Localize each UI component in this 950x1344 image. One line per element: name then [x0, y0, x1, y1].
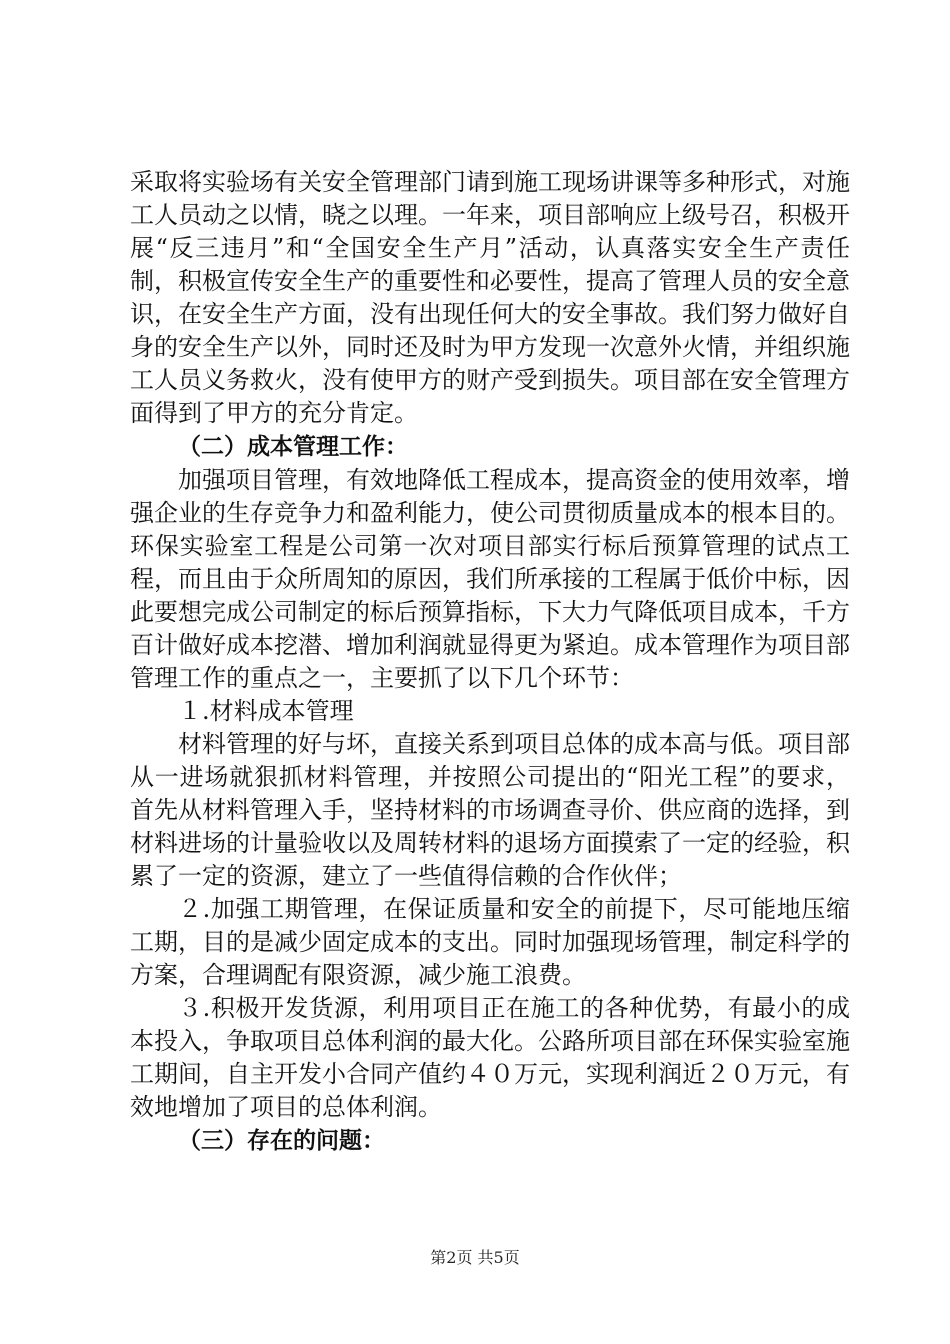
paragraph-cost-intro: 加强项目管理，有效地降低工程成本，提高资金的使用效率，增强企业的生存竞争力和盈利能力，使公司贯彻质量成本的根本目的。环保实验室工程是公司第一次对项目部实行标后预算管理的试点工程，而且由于众所周知的原因，我们所承接的工程属于低价中标，因此要想完成公司制定的标后预算指标，下大力气降低项目成本，千方百计做好成本挖潜、增加利润就显得更为紧迫。成本管理作为项目部管理工作的重点之一，主要抓了以下几个环节： — [130, 466, 850, 692]
heading-existing-problems: （三）存在的问题： — [178, 1128, 385, 1154]
paragraph-source-development: ３.积极开发货源，利用项目正在施工的各种优势，有最小的成本投入，争取项目总体利润的最大化。公路所项目部在环保实验室施工期间，自主开发小合同产值约４０万元，实现利润近２０万元，有效地增加了项目的总体利润。 — [130, 994, 850, 1121]
heading-cost-management: （二）成本管理工作： — [178, 434, 408, 460]
page-footer: 第2页 共5页 — [430, 1248, 520, 1267]
item-material-cost-title: １.材料成本管理 — [178, 697, 354, 725]
paragraph-safety-management: 采取将实验场有关安全管理部门请到施工现场讲课等多种形式，对施工人员动之以情，晓之以理。一年来，项目部响应上级号召，积极开展“反三违月”和“全国安全生产月”活动，认真落实安全生产责任制，积极宣传安全生产的重要性和必要性，提高了管理人员的安全意识，在安全生产方面，没有出现任何大的安全事故。我们努力做好自身的安全生产以外，同时还及时为甲方发现一次意外火情，并组织施工人员义务救火，没有使甲方的财产受到损失。项目部在安全管理方面得到了甲方的充分肯定。 — [130, 168, 850, 427]
paragraph-material-management: 材料管理的好与坏，直接关系到项目总体的成本高与低。项目部从一进场就狠抓材料管理，并按照公司提出的“阳光工程”的要求，首先从材料管理入手，坚持材料的市场调查寻价、供应商的选择，到材料进场的计量验收以及周转材料的退场方面摸索了一定的经验，积累了一定的资源，建立了一些值得信赖的合作伙伴； — [130, 730, 850, 890]
document-body — [130, 166, 850, 1158]
paragraph-schedule-management: ２.加强工期管理，在保证质量和安全的前提下，尽可能地压缩工期，目的是减少固定成本的支出。同时加强现场管理，制定科学的方案，合理调配有限资源，减少施工浪费。 — [130, 895, 850, 989]
